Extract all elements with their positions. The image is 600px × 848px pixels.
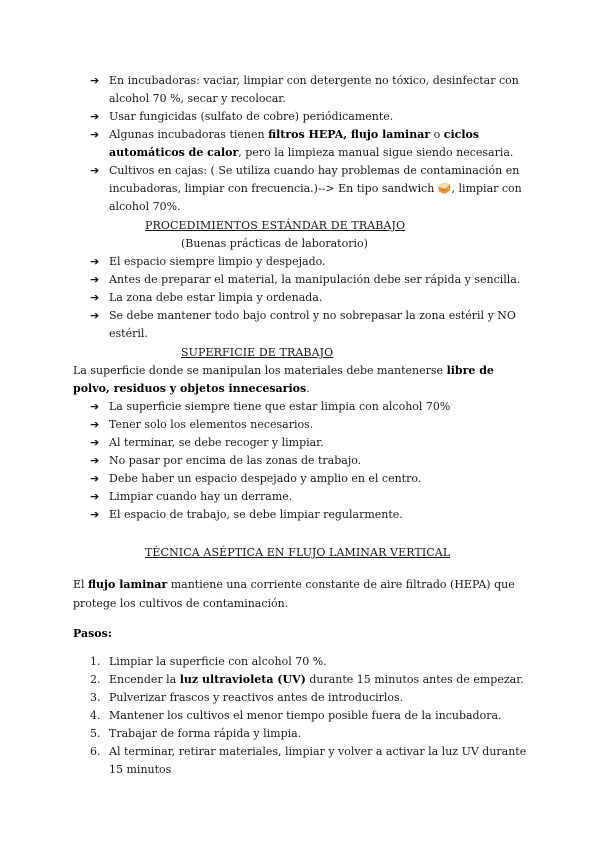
arrow-bullet-icon: ➔ — [90, 454, 100, 467]
list-item: ➔ En incubadoras: vaciar, limpiar con detergente no tóxico, desinfectar con alcohol 70 %, secar y recolocar. — [90, 74, 519, 105]
list-item: ➔ Limpiar cuando hay un derrame. — [90, 488, 530, 506]
arrow-bullet-icon: ➔ — [90, 400, 100, 413]
procedures-heading: PROCEDIMIENTOS ESTÁNDAR DE TRABAJO — [145, 219, 406, 232]
aseptic-paragraph: El flujo laminar mantiene una corriente constante de aire filtrado (HEPA) que protege los cultivos de contaminación. — [73, 578, 515, 610]
arrow-bullet-icon: ➔ — [90, 436, 100, 449]
list-item: ➔ Cultivos en cajas: ( Se utiliza cuando hay problemas de contaminación en incubadoras, limpiar con frecuencia.)--> En tipo sandwich 🥪, limpiar con alcohol 70%. — [90, 164, 522, 213]
list-item: ➔ Algunas incubadoras tienen filtros HEPA, flujo laminar o ciclos automáticos de calor, pero la limpieza manual sigue siendo necesaria. — [90, 128, 514, 159]
surface-paragraph: La superficie donde se manipulan los materiales debe mantenerse libre de polvo, residuos y objetos innecesarios. — [73, 364, 494, 395]
sandwich-icon: 🥪 — [437, 182, 452, 195]
surface-list — [90, 398, 530, 524]
procedures-list — [90, 253, 530, 343]
list-item: 4. Mantener los cultivos el menor tiempo posible fuera de la incubadora. — [90, 709, 502, 722]
list-item: ➔ El espacio siempre limpio y despejado. — [90, 253, 530, 271]
arrow-bullet-icon: ➔ — [90, 74, 100, 87]
list-item: 5. Trabajar de forma rápida y limpia. — [90, 727, 302, 740]
list-item: 2. Encender la luz ultravioleta (UV) durante 15 minutos antes de empezar. — [90, 673, 524, 686]
list-item: ➔ La zona debe estar limpia y ordenada. — [90, 289, 530, 307]
arrow-bullet-icon: ➔ — [90, 164, 100, 177]
list-item: ➔ No pasar por encima de las zonas de trabajo. — [90, 452, 530, 470]
intro-list — [90, 72, 530, 216]
arrow-bullet-icon: ➔ — [90, 110, 100, 123]
steps-label: Pasos: — [73, 627, 112, 640]
steps-list — [90, 653, 540, 779]
list-item: ➔ La superficie siempre tiene que estar limpia con alcohol 70% — [90, 398, 530, 416]
list-item: ➔ Se debe mantener todo bajo control y no sobrepasar la zona estéril y NO estéril. — [90, 309, 516, 340]
aseptic-heading: TÉCNICA ASÉPTICA EN FLUJO LAMINAR VERTICAL — [145, 546, 451, 559]
arrow-bullet-icon: ➔ — [90, 255, 100, 268]
list-item: ➔ Usar fungicidas (sulfato de cobre) periódicamente. — [90, 108, 530, 126]
list-item: 1. Limpiar la superficie con alcohol 70 %. — [90, 655, 327, 668]
arrow-bullet-icon: ➔ — [90, 309, 100, 322]
arrow-bullet-icon: ➔ — [90, 128, 100, 141]
list-item: 3. Pulverizar frascos y reactivos antes de introducirlos. — [90, 691, 404, 704]
list-item: ➔ Al terminar, se debe recoger y limpiar. — [90, 434, 530, 452]
arrow-bullet-icon: ➔ — [90, 291, 100, 304]
procedures-subheading: (Buenas prácticas de laboratorio) — [181, 237, 368, 250]
arrow-bullet-icon: ➔ — [90, 508, 100, 521]
arrow-bullet-icon: ➔ — [90, 273, 100, 286]
list-item: ➔ El espacio de trabajo, se debe limpiar regularmente. — [90, 506, 530, 524]
arrow-bullet-icon: ➔ — [90, 472, 100, 485]
list-item: ➔ Debe haber un espacio despejado y amplio en el centro. — [90, 470, 530, 488]
list-item: ➔ Tener solo los elementos necesarios. — [90, 416, 530, 434]
list-item: ➔ Antes de preparar el material, la manipulación debe ser rápida y sencilla. — [90, 271, 530, 289]
arrow-bullet-icon: ➔ — [90, 490, 100, 503]
arrow-bullet-icon: ➔ — [90, 418, 100, 431]
list-item: 6. Al terminar, retirar materiales, limpiar y volver a activar la luz UV durante 15 minutos — [90, 745, 527, 776]
surface-heading: SUPERFICIE DE TRABAJO — [181, 346, 334, 359]
